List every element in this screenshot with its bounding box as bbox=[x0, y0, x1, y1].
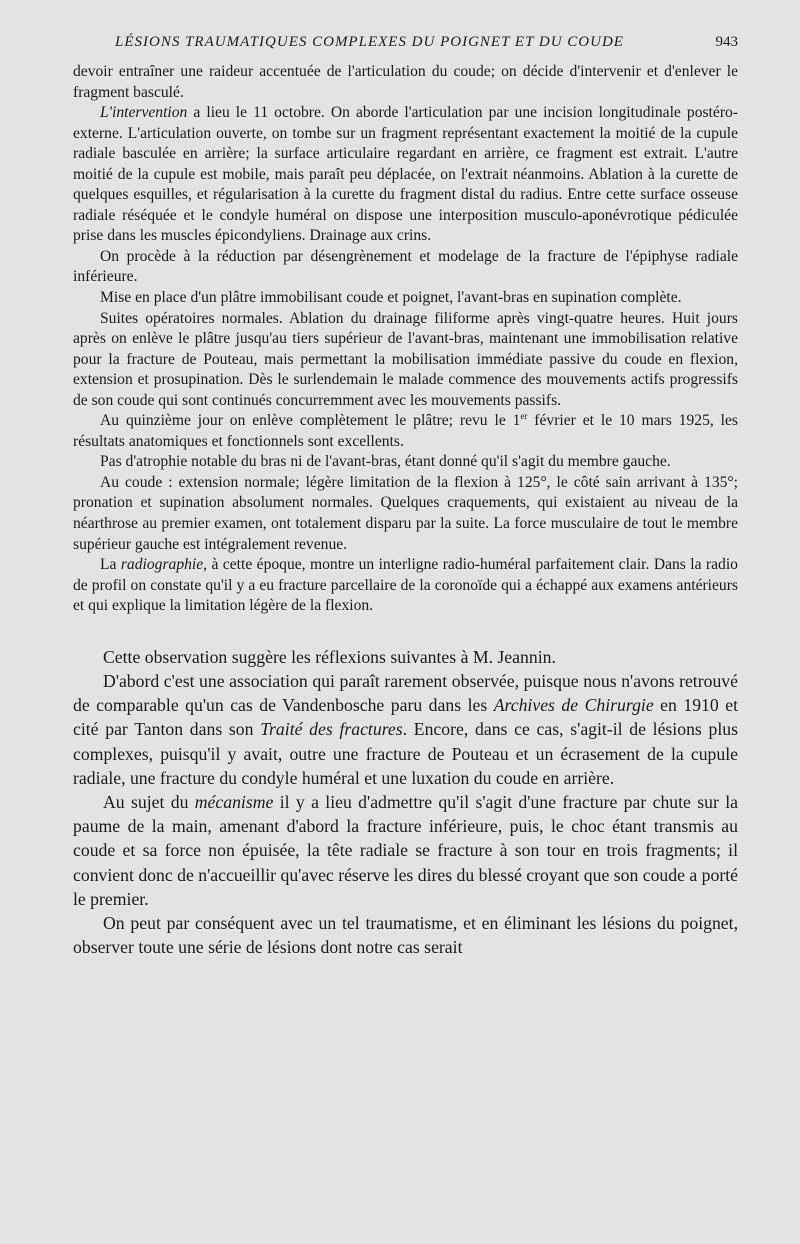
emphasis: mécanisme bbox=[194, 791, 274, 812]
paragraph bbox=[73, 411, 738, 452]
superscript: er bbox=[520, 411, 528, 422]
paragraph: devoir entraîner une raideur accentuée de l'articulation du coude; on décide d'intervenir et d'enlever le fragment basculé. bbox=[73, 63, 738, 101]
running-title: LÉSIONS TRAUMATIQUES COMPLEXES DU POIGNET ET DU COUDE bbox=[115, 34, 624, 50]
text-run: D'abord c'est une association qui paraît rarement observée, puisque nous n'avons retrouvé de comparable qu'un cas de Vandenbosche paru dans les bbox=[73, 670, 738, 716]
emphasis: Traité des fractures bbox=[260, 719, 403, 740]
case-report-section bbox=[73, 62, 738, 617]
text-run: Au sujet du bbox=[103, 791, 195, 812]
text-run: en 1910 et cité par Tanton dans son bbox=[73, 695, 738, 740]
text-run: a lieu le 11 octobre. On aborde l'articulation par une incision longitudinale postéro-externe. L'articulation ouverte, on tombe sur un fragment représentant exactement la moitié de la cupule radiale basculée en arrière; la surface articulaire regardant en arrière, ce fragment est extrait. L'autre moitié de la cupule est mobile, mais paraît peu déplacée, on l'extrait néanmoins. Ablation à la curette de quelques esquilles, et régularisation à la curette du fragment distal du radius. Entre cette surface osseuse radiale réséquée et le condyle huméral on dispose une interposition musculo-aponévrotique pédiculée prise dans les muscles épicondyliens. Drainage aux crins. bbox=[73, 104, 738, 245]
paragraph bbox=[73, 669, 738, 790]
page-header bbox=[73, 34, 738, 51]
paragraph: Pas d'atrophie notable du bras ni de l'avant-bras, étant donné qu'il s'agit du membre gauche. bbox=[100, 453, 671, 471]
paragraph: Suites opératoires normales. Ablation du drainage filiforme après vingt-quatre heures. Huit jours après on enlève le plâtre jusqu'au tiers supérieur de l'avant-bras, maintenant une immobilisation relative pour la fracture de Pouteau, mais permettant la mobilisation immédiate passive du coude en flexion, extension et prosupination. Dès le surlendemain le malade commence des mouvements actifs progressifs de son coude qui sont continués concurremment avec les mouvements passifs. bbox=[73, 309, 738, 409]
paragraph bbox=[73, 790, 738, 911]
text-run: février et le 10 mars 1925, les résultats anatomiques et fonctionnels sont excellents. bbox=[73, 412, 738, 450]
emphasis: radiographie bbox=[120, 556, 204, 574]
text-run: , à cette époque, montre un interligne radio-huméral parfaitement clair. Dans la radio de profil on constate qu'il y a eu fracture parcellaire de la coronoïde qui a échappé aux examens antérieurs et qui explique la limitation légère de la flexion. bbox=[73, 556, 738, 615]
paragraph: Au coude : extension normale; légère limitation de la flexion à 125°, le côté sain arrivant à 135°; pronation et supination absolument normales. Quelques craquements, qui existaient au niveau de la néarthrose au premier examen, ont totalement disparu par la suite. La force musculaire de tout le membre supérieur gauche est intégralement revenue. bbox=[73, 473, 738, 553]
paragraph: Mise en place d'un plâtre immobilisant coude et poignet, l'avant-bras en supination complète. bbox=[100, 289, 682, 307]
paragraph bbox=[73, 103, 738, 247]
text-run: La bbox=[100, 556, 121, 574]
emphasis: Archives de Chirurgie bbox=[493, 695, 654, 716]
paragraph: On procède à la réduction par désengrènement et modelage de la fracture de l'épiphyse radiale inférieure. bbox=[73, 247, 738, 286]
emphasis: L'intervention bbox=[100, 104, 188, 122]
paragraph: Cette observation suggère les réflexions suivantes à M. Jeannin. bbox=[103, 646, 556, 667]
paragraph: On peut par conséquent avec un tel traumatisme, et en éliminant les lésions du poignet, observer toute une série de lésions dont notre cas serait bbox=[73, 913, 738, 958]
text-run: . Encore, dans ce cas, s'agit-il de lésions plus complexes, puisqu'il y avait, outre une fracture de Pouteau et un écrasement de la cupule radiale, une fracture du condyle huméral et une luxation du coude en arrière. bbox=[73, 719, 738, 788]
paragraph bbox=[73, 555, 738, 617]
text-run: Au quinzième jour on enlève complètement le plâtre; revu le 1 bbox=[100, 412, 521, 430]
page-number: 943 bbox=[715, 34, 738, 50]
text-run: il y a lieu d'admettre qu'il s'agit d'une fracture par chute sur la paume de la main, amenant d'abord la fracture inférieure, puis, le choc étant transmis au coude et sa force non épuisée, la tête radiale se fracture à son tour en trois fragments; il convient donc de n'accueillir qu'avec réserve les dires du blessé croyant que son coude a porté le premier. bbox=[73, 791, 738, 909]
discussion-section bbox=[73, 645, 738, 960]
